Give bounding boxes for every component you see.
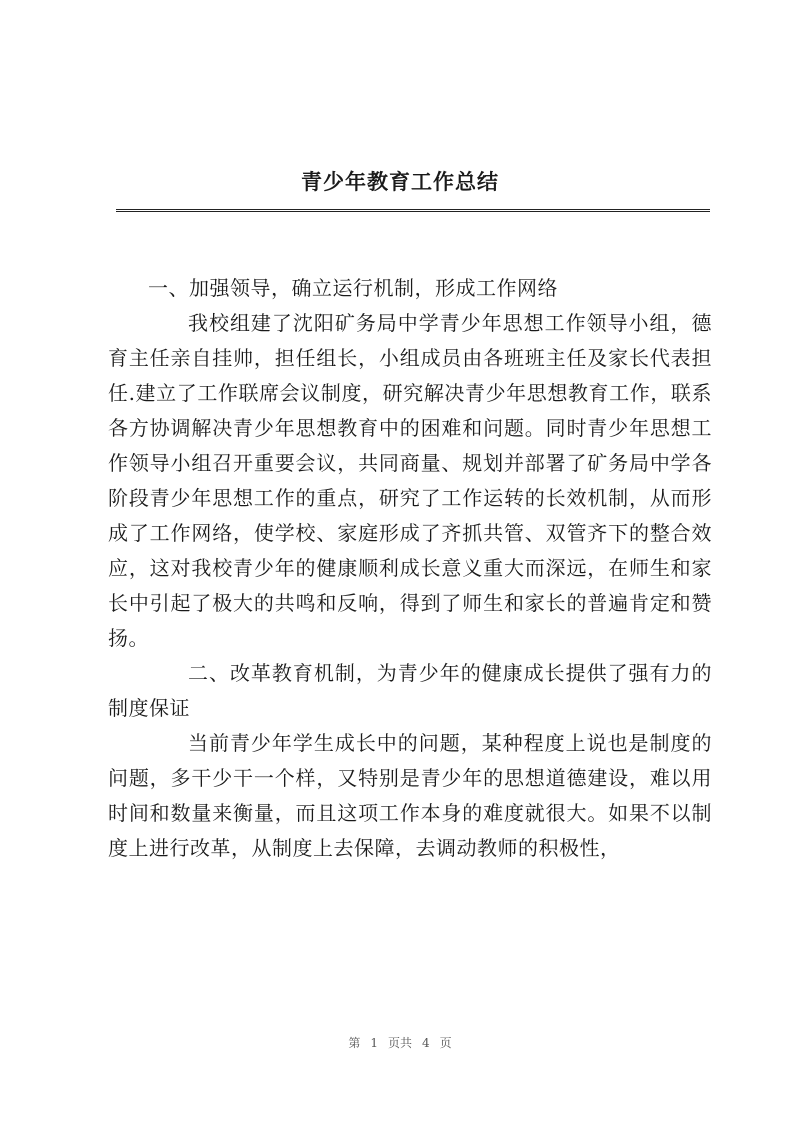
section-heading-1: 一、加强领导，确立运行机制，形成工作网络 xyxy=(148,276,558,300)
footer-middle: 页共 xyxy=(387,1036,412,1050)
footer-page-number: 1 xyxy=(370,1036,378,1050)
title-divider xyxy=(116,209,710,212)
body-paragraph-2: 当前青少年学生成长中的问题，某种程度上说也是制度的问题，多干少干一个样，又特别是青少年的思想道德建设，难以用时间和数量来衡量，而且这项工作本身的难度就很大。如果不以制度上进行改革，从制度上去保障，去调动教师的积极性， xyxy=(108,731,712,860)
footer-suffix: 页 xyxy=(439,1036,452,1050)
section-heading-2: 二、改革教育机制，为青少年的健康成长提供了强有力的制度保证 xyxy=(108,661,712,720)
document-title: 青少年教育工作总结 xyxy=(301,170,499,194)
footer-total-pages: 4 xyxy=(422,1036,430,1050)
footer-prefix: 第 xyxy=(348,1036,361,1050)
document-body xyxy=(108,271,712,866)
page-footer xyxy=(0,1034,800,1051)
body-paragraph-1: 我校组建了沈阳矿务局中学青少年思想工作领导小组，德育主任亲自挂帅，担任组长，小组成员由各班班主任及家长代表担任.建立了工作联席会议制度，研究解决青少年思想教育工作，联系各方协调解决青少年思想教育中的困难和问题。同时青少年思想工作领导小组召开重要会议，共同商量、规划并部署了矿务局中学各阶段青少年思想工作的重点，研究了工作运转的长效机制，从而形成了工作网络，使学校、家庭形成了齐抓共管、双管齐下的整合效应，这对我校青少年的健康顺利成长意义重大而深远，在师生和家长中引起了极大的共鸣和反响，得到了师生和家长的普遍肯定和赞扬。 xyxy=(108,311,712,650)
